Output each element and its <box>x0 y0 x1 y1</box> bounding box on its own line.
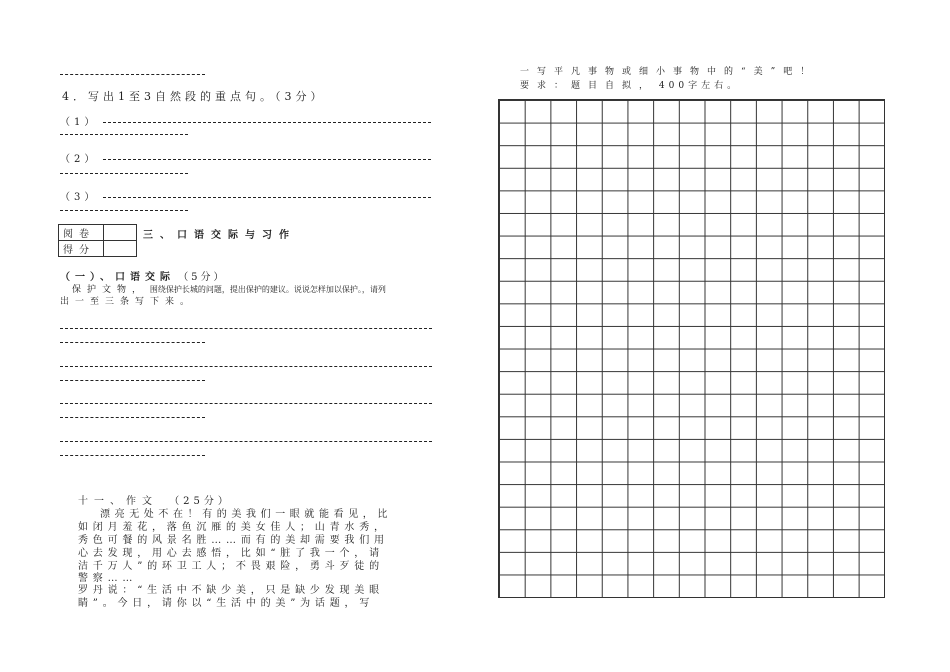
essay-line: 心去发现，用心去感悟，比如“脏了我一个，请 <box>78 548 384 559</box>
answer-line-1b[interactable] <box>60 134 188 135</box>
essay-points: （25分） <box>169 496 232 507</box>
oral-line-4a[interactable] <box>60 441 432 442</box>
essay-requirement-b: 400字左右。 <box>658 81 741 91</box>
essay-requirement-a: 要求：题目自拟， <box>520 81 657 91</box>
oral-heading: （一）、口语交际 <box>60 272 175 283</box>
essay-line: 秀色可餐的风景名胜……而有的美却需要我们用 <box>78 535 389 546</box>
oral-line-1a[interactable] <box>60 328 432 329</box>
question-4: 4．写出1至3自然段的重点句。（3分） <box>62 90 326 103</box>
oral-line-1b[interactable] <box>60 342 205 343</box>
oral-line-3b[interactable] <box>60 417 205 418</box>
essay-line: 睛”。今日，请你以“生活中的美”为话题，写 <box>78 598 375 609</box>
answer-label-2: （2） <box>60 154 99 165</box>
answer-line-3b[interactable] <box>60 210 188 211</box>
oral-heading-row <box>60 268 227 283</box>
composition-grid[interactable] <box>498 99 885 598</box>
score-table <box>58 224 137 257</box>
oral-line-2a[interactable] <box>60 366 432 367</box>
answer-line-2b[interactable] <box>60 173 188 174</box>
oral-instruction-b: 围绕保护长城的问题，提出保护的建议。说说怎样加以保护。，请列 <box>149 285 386 294</box>
score-table-score-label: 得分 <box>59 241 104 257</box>
essay-line: 漂亮无处不在！有的美我们一眼就能看见，比 <box>100 509 392 520</box>
score-table-reviewer-cell[interactable] <box>104 225 137 241</box>
score-table-reviewer-label: 阅卷 <box>59 225 104 241</box>
answer-line-3a[interactable] <box>103 197 431 198</box>
essay-prompt-line-2 <box>520 78 740 91</box>
essay-heading: 十一、作文 <box>78 496 158 507</box>
answer-line-1a[interactable] <box>103 122 431 123</box>
score-table-score-cell[interactable] <box>104 241 137 257</box>
answer-label-3: （3） <box>60 192 99 203</box>
essay-line: 警察…… <box>78 573 138 584</box>
essay-line: 如闭月羞花，落鱼沉雁的美女佳人；山青水秀， <box>78 522 389 533</box>
oral-points: （5分） <box>178 272 227 283</box>
oral-line-4b[interactable] <box>60 455 205 456</box>
oral-instruction-line-2: 出一至三条写下来。 <box>60 297 196 307</box>
essay-prompt-line-1: 一写平凡事物或细小事物中的“美”吧！ <box>520 67 818 77</box>
oral-line-2b[interactable] <box>60 380 205 381</box>
essay-line: 洁千万人”的环卫工人；不畏艰险，勇斗歹徒的 <box>78 561 384 572</box>
answer-line <box>60 74 205 75</box>
section-3-title: 三、口语交际与习作 <box>143 230 296 241</box>
oral-line-3a[interactable] <box>60 403 432 404</box>
oral-instruction-a: 保护文物， <box>72 285 148 295</box>
answer-label-1: （1） <box>60 117 99 128</box>
essay-line: 罗丹说：“生活中不缺少美，只是缺少发现美眼 <box>78 585 384 596</box>
answer-line-2a[interactable] <box>103 159 431 160</box>
